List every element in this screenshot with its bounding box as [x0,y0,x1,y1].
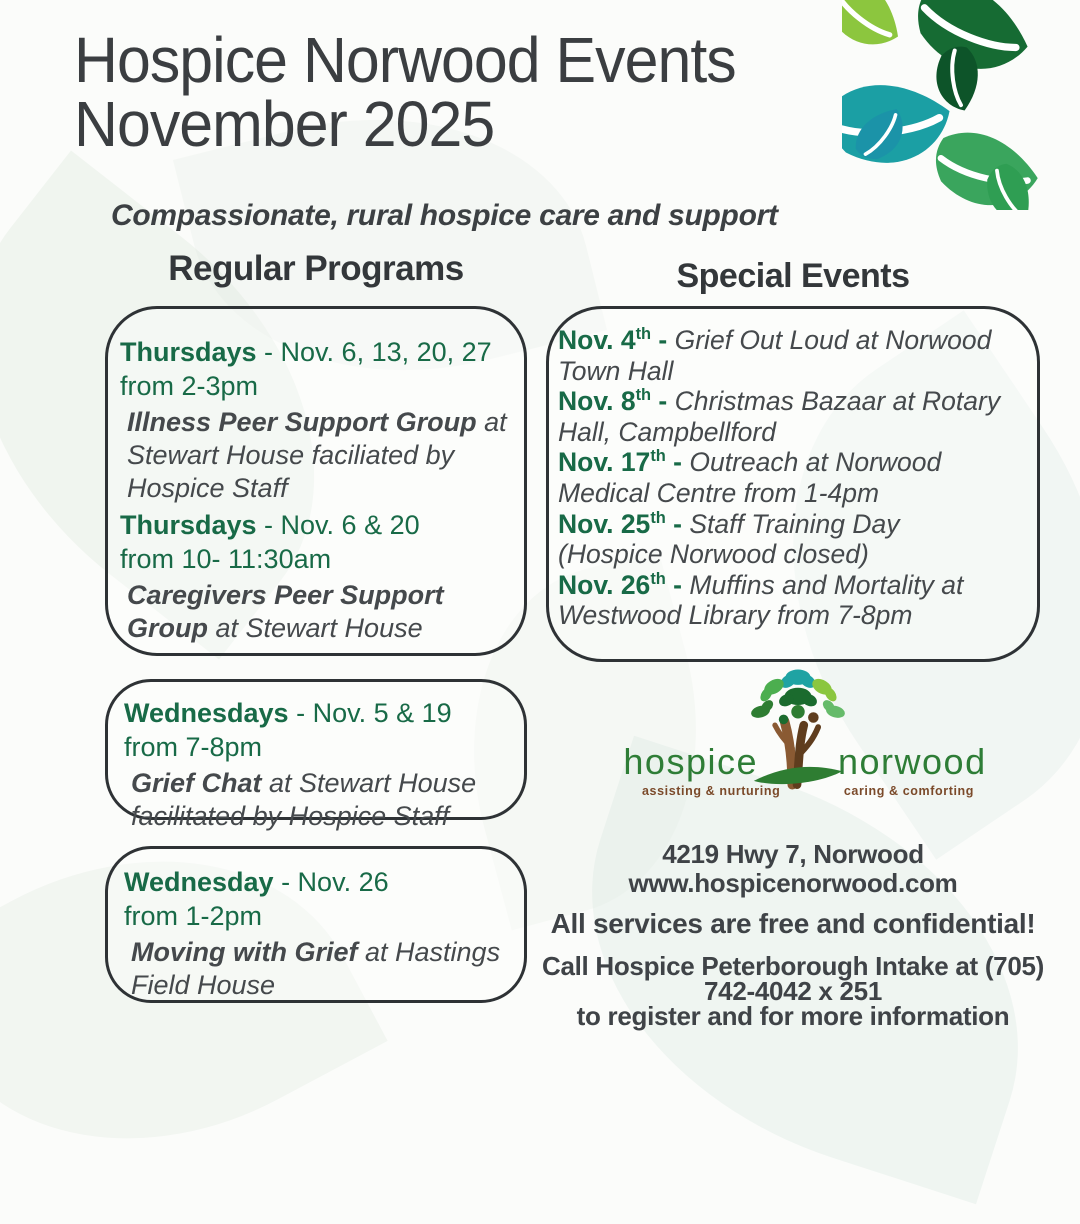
program-schedule: Wednesdays - Nov. 5 & 19 from 7-8pm [124,698,452,762]
call-line2: 742-4042 x 251 [704,976,882,1006]
program-schedule: Thursdays - Nov. 6, 13, 20, 27 from 2-3pm [120,337,492,401]
logo-tagline-right: caring & comforting [843,784,974,798]
program-schedule: Thursdays - Nov. 6 & 20 from 10- 11:30am [120,510,420,574]
logo-tagline-left: assisting & nurturing [642,784,781,798]
call-line3: to register and for more information [576,1001,1010,1031]
special-event: Nov. 17th - Outreach at Norwood Medical Centre from 1-4pm [558,447,942,508]
program-description: Illness Peer Support Group at Stewart House faciliated by Hospice Staff [127,407,507,503]
regular-program-box [105,679,527,831]
call-line1: Call Hospice Peterborough Intake at (705) [541,951,1045,981]
regular-programs-header: Regular Programs [168,249,464,288]
special-event: Nov. 26th - Muffins and Mortality at Westwood Library from 7-8pm [558,569,964,631]
website: www.hospicenorwood.com [628,868,958,898]
program-description: Grief Chat at Stewart House facilitated by Hospice Staff [131,768,477,831]
logo-tree-icon [750,664,846,794]
tagline: Compassionate, rural hospice care and support [111,199,778,232]
free-services-note: All services are free and confidential! [550,908,1036,939]
call-to-action [505,951,1080,1031]
program-description: Moving with Grief at Hastings Field House [131,937,501,1000]
page-title-line1: Hospice Norwood Events [74,24,736,96]
special-event: Nov. 4th - Grief Out Loud at Norwood Town Hall [558,325,992,386]
contact-block [546,840,1040,898]
logo-word-norwood: norwood [838,741,987,782]
regular-program-box [105,846,527,1003]
page-title-line2: November 2025 [74,88,495,160]
regular-program-box [105,306,527,656]
special-events-box [546,306,1040,662]
program-schedule: Wednesday - Nov. 26 from 1-2pm [124,867,389,931]
program-description: Caregivers Peer Support Group at Stewart House [127,580,444,643]
special-events-header: Special Events [676,257,910,295]
address: 4219 Hwy 7, Norwood [662,839,924,869]
page-title [74,24,736,160]
special-event: Nov. 25th - Staff Training Day (Hospice Norwood closed) [558,508,900,570]
hospice-norwood-logo [623,664,987,798]
logo-word-hospice: hospice [623,741,758,782]
special-event: Nov. 8th - Christmas Bazaar at Rotary Hall, Campbellford [558,386,1001,447]
